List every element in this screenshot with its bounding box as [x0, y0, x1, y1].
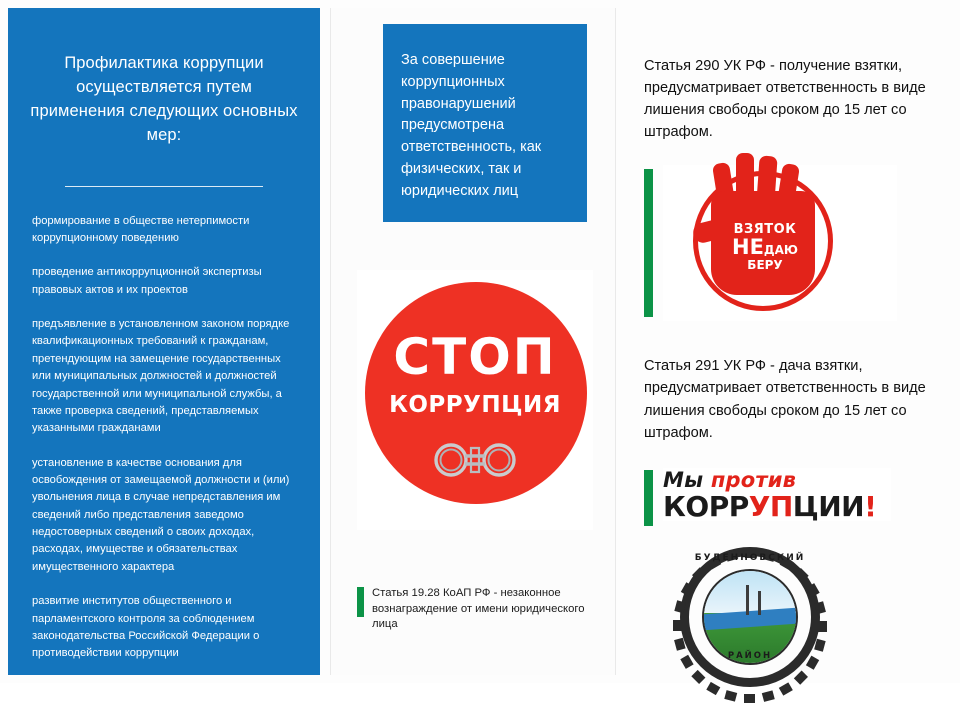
against-word-my: Мы — [663, 467, 704, 492]
against-part-up: УП — [748, 489, 793, 523]
gear-tooth — [814, 639, 826, 652]
koap-caption — [357, 586, 597, 633]
divider — [65, 186, 263, 187]
gear-tooth — [795, 568, 809, 582]
handcuffs-icon — [427, 438, 523, 483]
list-item: развитие институтов общественного и парламентского контроля за соблюдением законодательства Российской Федерации о противодействии коррупции — [32, 595, 260, 660]
hand-line-1: ВЗЯТОК — [733, 222, 797, 238]
against-line-2 — [663, 489, 891, 523]
gear-tooth — [762, 690, 775, 702]
left-panel-headline: Профилактика коррупции осуществляется путем применения следующих основных мер: — [30, 54, 298, 144]
stop-subtitle: КОРРУПЦИЯ — [389, 392, 561, 418]
gear-tooth — [814, 601, 826, 614]
hand-line-2 — [709, 237, 821, 258]
no-bribes-poster — [644, 165, 936, 321]
middle-panel — [330, 8, 616, 675]
stop-corruption-poster — [357, 270, 593, 530]
measures-list — [30, 213, 298, 663]
green-accent-bar — [357, 587, 364, 617]
hand-line-2-strong: НЕ — [732, 235, 764, 260]
article-290-text: Статья 290 УК РФ - получение взятки, предусматривает ответственность в виде лишения свободы сроком до 15 лет со штрафом. — [644, 57, 926, 141]
gear-tooth — [706, 682, 720, 695]
list-item: установление в качестве основания для освобождения от замещаемой должности и (или) увольнения лица в случае непредставления им сведений либо представления заведомо недостоверных сведений о своих доходах, расходах, имуществе и обязательствах имущественного характера — [32, 456, 290, 573]
list-item: предъявление в установленном законом порядке квалификационных требований к гражданам, претендующим на замещение государственных или муниципальных должностей и должностей государственной или муниципальной службы, а также проверка сведений, представляемых указанными гражданами — [32, 318, 290, 435]
green-accent-bar — [644, 470, 653, 526]
gear-tooth — [724, 690, 737, 702]
hand-line-3: БЕРУ — [747, 258, 783, 273]
list-item: проведение антикоррупционной экспертизы правовых актов и их проектов — [32, 266, 262, 296]
gear-tooth — [806, 583, 819, 597]
gear-tooth — [674, 600, 686, 613]
green-accent-bar — [644, 169, 653, 317]
left-blue-panel — [8, 8, 320, 675]
gear-tooth — [744, 694, 755, 703]
against-word-protiv: против — [710, 467, 797, 492]
liability-blue-box — [383, 24, 587, 222]
right-panel — [626, 8, 952, 675]
hand-line-2-rest: ДАЮ — [763, 243, 798, 258]
emblem-top-text: БУДЕННОВСКИЙ — [694, 553, 806, 563]
emblem-bottom-text: РАЙОН — [727, 651, 773, 661]
gear-tooth — [691, 670, 705, 684]
stop-title: СТОП — [393, 328, 557, 386]
we-are-against-poster — [644, 468, 936, 526]
article-291-text: Статья 291 УК РФ - дача взятки, предусматривает ответственность в виде лишения свободы сроком до 15 лет со штрафом. — [644, 358, 926, 441]
list-item: формирование в обществе нетерпимости коррупционному поведению — [32, 214, 250, 245]
gear-tooth — [779, 682, 793, 695]
hand-poster-text — [709, 223, 821, 271]
hand-card — [663, 165, 897, 321]
gear-tooth — [818, 621, 827, 632]
against-part-korr: КОРР — [663, 489, 749, 523]
against-line-1 — [663, 467, 891, 492]
gear-tooth — [673, 620, 682, 631]
against-exclamation: ! — [864, 489, 877, 523]
liability-text: За совершение коррупционных правонарушений предусмотрена ответственность, как физических, так и юридических лиц — [401, 52, 542, 199]
emblem-gear — [666, 547, 834, 665]
gear-tooth — [681, 582, 694, 596]
gear-tooth — [674, 638, 686, 651]
koap-caption-text: Статья 19.28 КоАП РФ - незаконное вознаграждение от имени юридического лица — [372, 587, 585, 631]
district-emblem — [666, 547, 842, 667]
against-card — [663, 468, 891, 521]
against-part-cii: ЦИИ — [792, 489, 865, 523]
